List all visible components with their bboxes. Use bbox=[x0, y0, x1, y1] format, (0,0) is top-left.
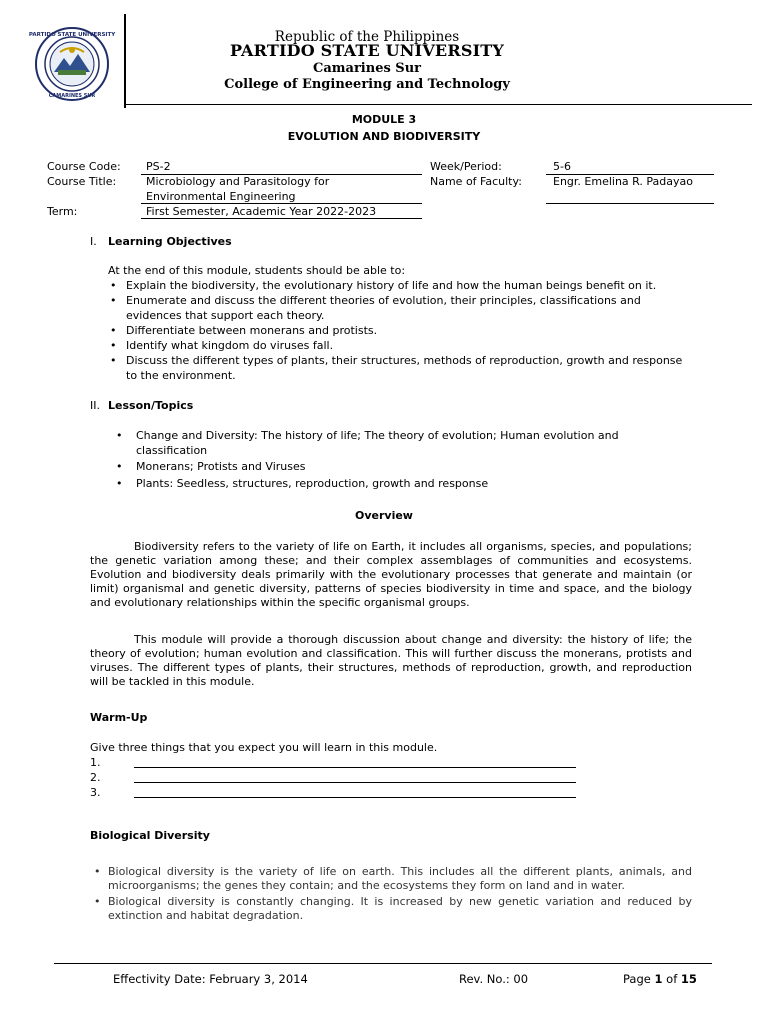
objective-item: Enumerate and discuss the different theories of evolution, their principles, classifications and bbox=[126, 294, 641, 307]
warmup-heading: Warm-Up bbox=[90, 711, 148, 724]
footer-effectivity-date: Effectivity Date: February 3, 2014 bbox=[113, 972, 308, 986]
bullet-icon: • bbox=[94, 865, 101, 878]
seal-text-bottom: CAMARINES SUR bbox=[48, 93, 96, 99]
bullet-icon: • bbox=[116, 429, 123, 442]
section1-intro: At the end of this module, students should be able to: bbox=[108, 264, 406, 277]
topic-item-continued: classification bbox=[136, 444, 208, 457]
answer-number: 1. bbox=[90, 756, 101, 769]
header-college: College of Engineering and Technology bbox=[224, 77, 510, 92]
header-province: Camarines Sur bbox=[313, 61, 421, 76]
course-code-value: PS-2 bbox=[146, 160, 171, 173]
bullet-icon: • bbox=[116, 477, 123, 490]
footer-revision: Rev. No.: 00 bbox=[459, 972, 529, 986]
week-label: Week/Period: bbox=[430, 160, 502, 173]
bullet-icon: • bbox=[110, 294, 117, 307]
section2-number: II. bbox=[90, 399, 100, 412]
objective-item-continued: evidences that support each theory. bbox=[126, 309, 325, 322]
section2-title: Lesson/Topics bbox=[108, 399, 194, 412]
objective-item: Differentiate between monerans and protists. bbox=[126, 324, 378, 337]
bullet-icon: • bbox=[110, 339, 117, 352]
course-code-label: Course Code: bbox=[47, 160, 121, 173]
footer-current-page: 1 bbox=[654, 972, 663, 986]
overview-heading: Overview bbox=[355, 509, 413, 522]
objective-item: Explain the biodiversity, the evolutionary history of life and how the human beings benefit on it. bbox=[126, 279, 657, 292]
seal-text-top: PARTIDO STATE UNIVERSITY bbox=[28, 32, 116, 38]
module-title: MODULE 3 bbox=[351, 113, 417, 126]
objective-item: Identify what kingdom do viruses fall. bbox=[126, 339, 334, 352]
section1-number: I. bbox=[90, 235, 97, 248]
topic-item: Plants: Seedless, structures, reproduction, growth and response bbox=[136, 477, 489, 490]
objective-item: Discuss the different types of plants, their structures, methods of reproduction, growth and response bbox=[126, 354, 683, 367]
bullet-icon: • bbox=[110, 279, 117, 292]
answer-number: 2. bbox=[90, 771, 101, 784]
course-title-value-line1: Microbiology and Parasitology for bbox=[146, 175, 330, 188]
footer-page-of: of bbox=[662, 972, 681, 986]
course-title-label: Course Title: bbox=[47, 175, 117, 188]
module-subtitle: EVOLUTION AND BIODIVERSITY bbox=[287, 130, 481, 143]
warmup-prompt: Give three things that you expect you will learn in this module. bbox=[90, 741, 438, 754]
university-seal-logo bbox=[28, 26, 116, 102]
header-republic: Republic of the Philippines bbox=[274, 29, 460, 45]
footer-total-pages: 15 bbox=[680, 972, 697, 986]
overview-paragraph-2: This module will provide a thorough discussion about change and diversity: the history of life; the theory of evolution; human evolution and classification. This will further discuss the monerans, protists and viruses. The different types of plants, their structures, methods of reproduction, growth, and reproduction will be tackled in this module. bbox=[90, 633, 692, 688]
objective-item-continued: to the environment. bbox=[126, 369, 236, 382]
course-title-underline bbox=[141, 203, 422, 204]
term-underline bbox=[141, 218, 422, 219]
answer-blank-line[interactable] bbox=[134, 782, 576, 783]
bullet-icon: • bbox=[110, 354, 117, 367]
bullet-icon: • bbox=[110, 324, 117, 337]
faculty-label: Name of Faculty: bbox=[430, 175, 522, 188]
overview-paragraph-1: Biodiversity refers to the variety of life on Earth, it includes all organisms, species, and populations; the genetic variation among these; and their complex assemblages of communities and ecosystems. Evolution and biodiversity deals primarily with the evolutionary processes that generate and maintain (or limit) organismal and genetic diversity, patterns of species biodiversity in time and space, and the biology and evolutionary relationships within the specific organismal groups. bbox=[90, 540, 692, 609]
bullet-icon: • bbox=[94, 895, 101, 908]
term-value: First Semester, Academic Year 2022-2023 bbox=[146, 205, 377, 218]
week-value: 5-6 bbox=[553, 160, 571, 173]
topic-item: Change and Diversity: The history of life; The theory of evolution; Human evolution and bbox=[136, 429, 619, 442]
answer-blank-line[interactable] bbox=[134, 767, 576, 768]
footer-rule bbox=[54, 963, 712, 964]
bullet-icon: • bbox=[116, 460, 123, 473]
faculty-underline bbox=[546, 203, 714, 204]
course-title-value-line2: Environmental Engineering bbox=[146, 190, 296, 203]
header-vertical-rule bbox=[124, 14, 126, 108]
answer-number: 3. bbox=[90, 786, 101, 799]
faculty-value: Engr. Emelina R. Padayao bbox=[553, 175, 693, 188]
biodiversity-heading: Biological Diversity bbox=[90, 829, 210, 842]
topic-item: Monerans; Protists and Viruses bbox=[136, 460, 306, 473]
term-label: Term: bbox=[47, 205, 78, 218]
header-horizontal-rule bbox=[124, 104, 752, 105]
header-university: PARTIDO STATE UNIVERSITY bbox=[229, 41, 504, 60]
footer-page-prefix: Page bbox=[623, 972, 655, 986]
section1-title: Learning Objectives bbox=[108, 235, 232, 248]
biodiversity-bullet-1: Biological diversity is the variety of life on earth. This includes all the different plants, animals, and microorganisms; the genes they contain; and the ecosystems they form on land and in water. bbox=[108, 865, 692, 892]
footer-page-number bbox=[623, 972, 697, 986]
biodiversity-bullet-2: Biological diversity is constantly changing. It is increased by new genetic variation and reduced by extinction and habitat degradation. bbox=[108, 895, 692, 922]
answer-blank-line[interactable] bbox=[134, 797, 576, 798]
